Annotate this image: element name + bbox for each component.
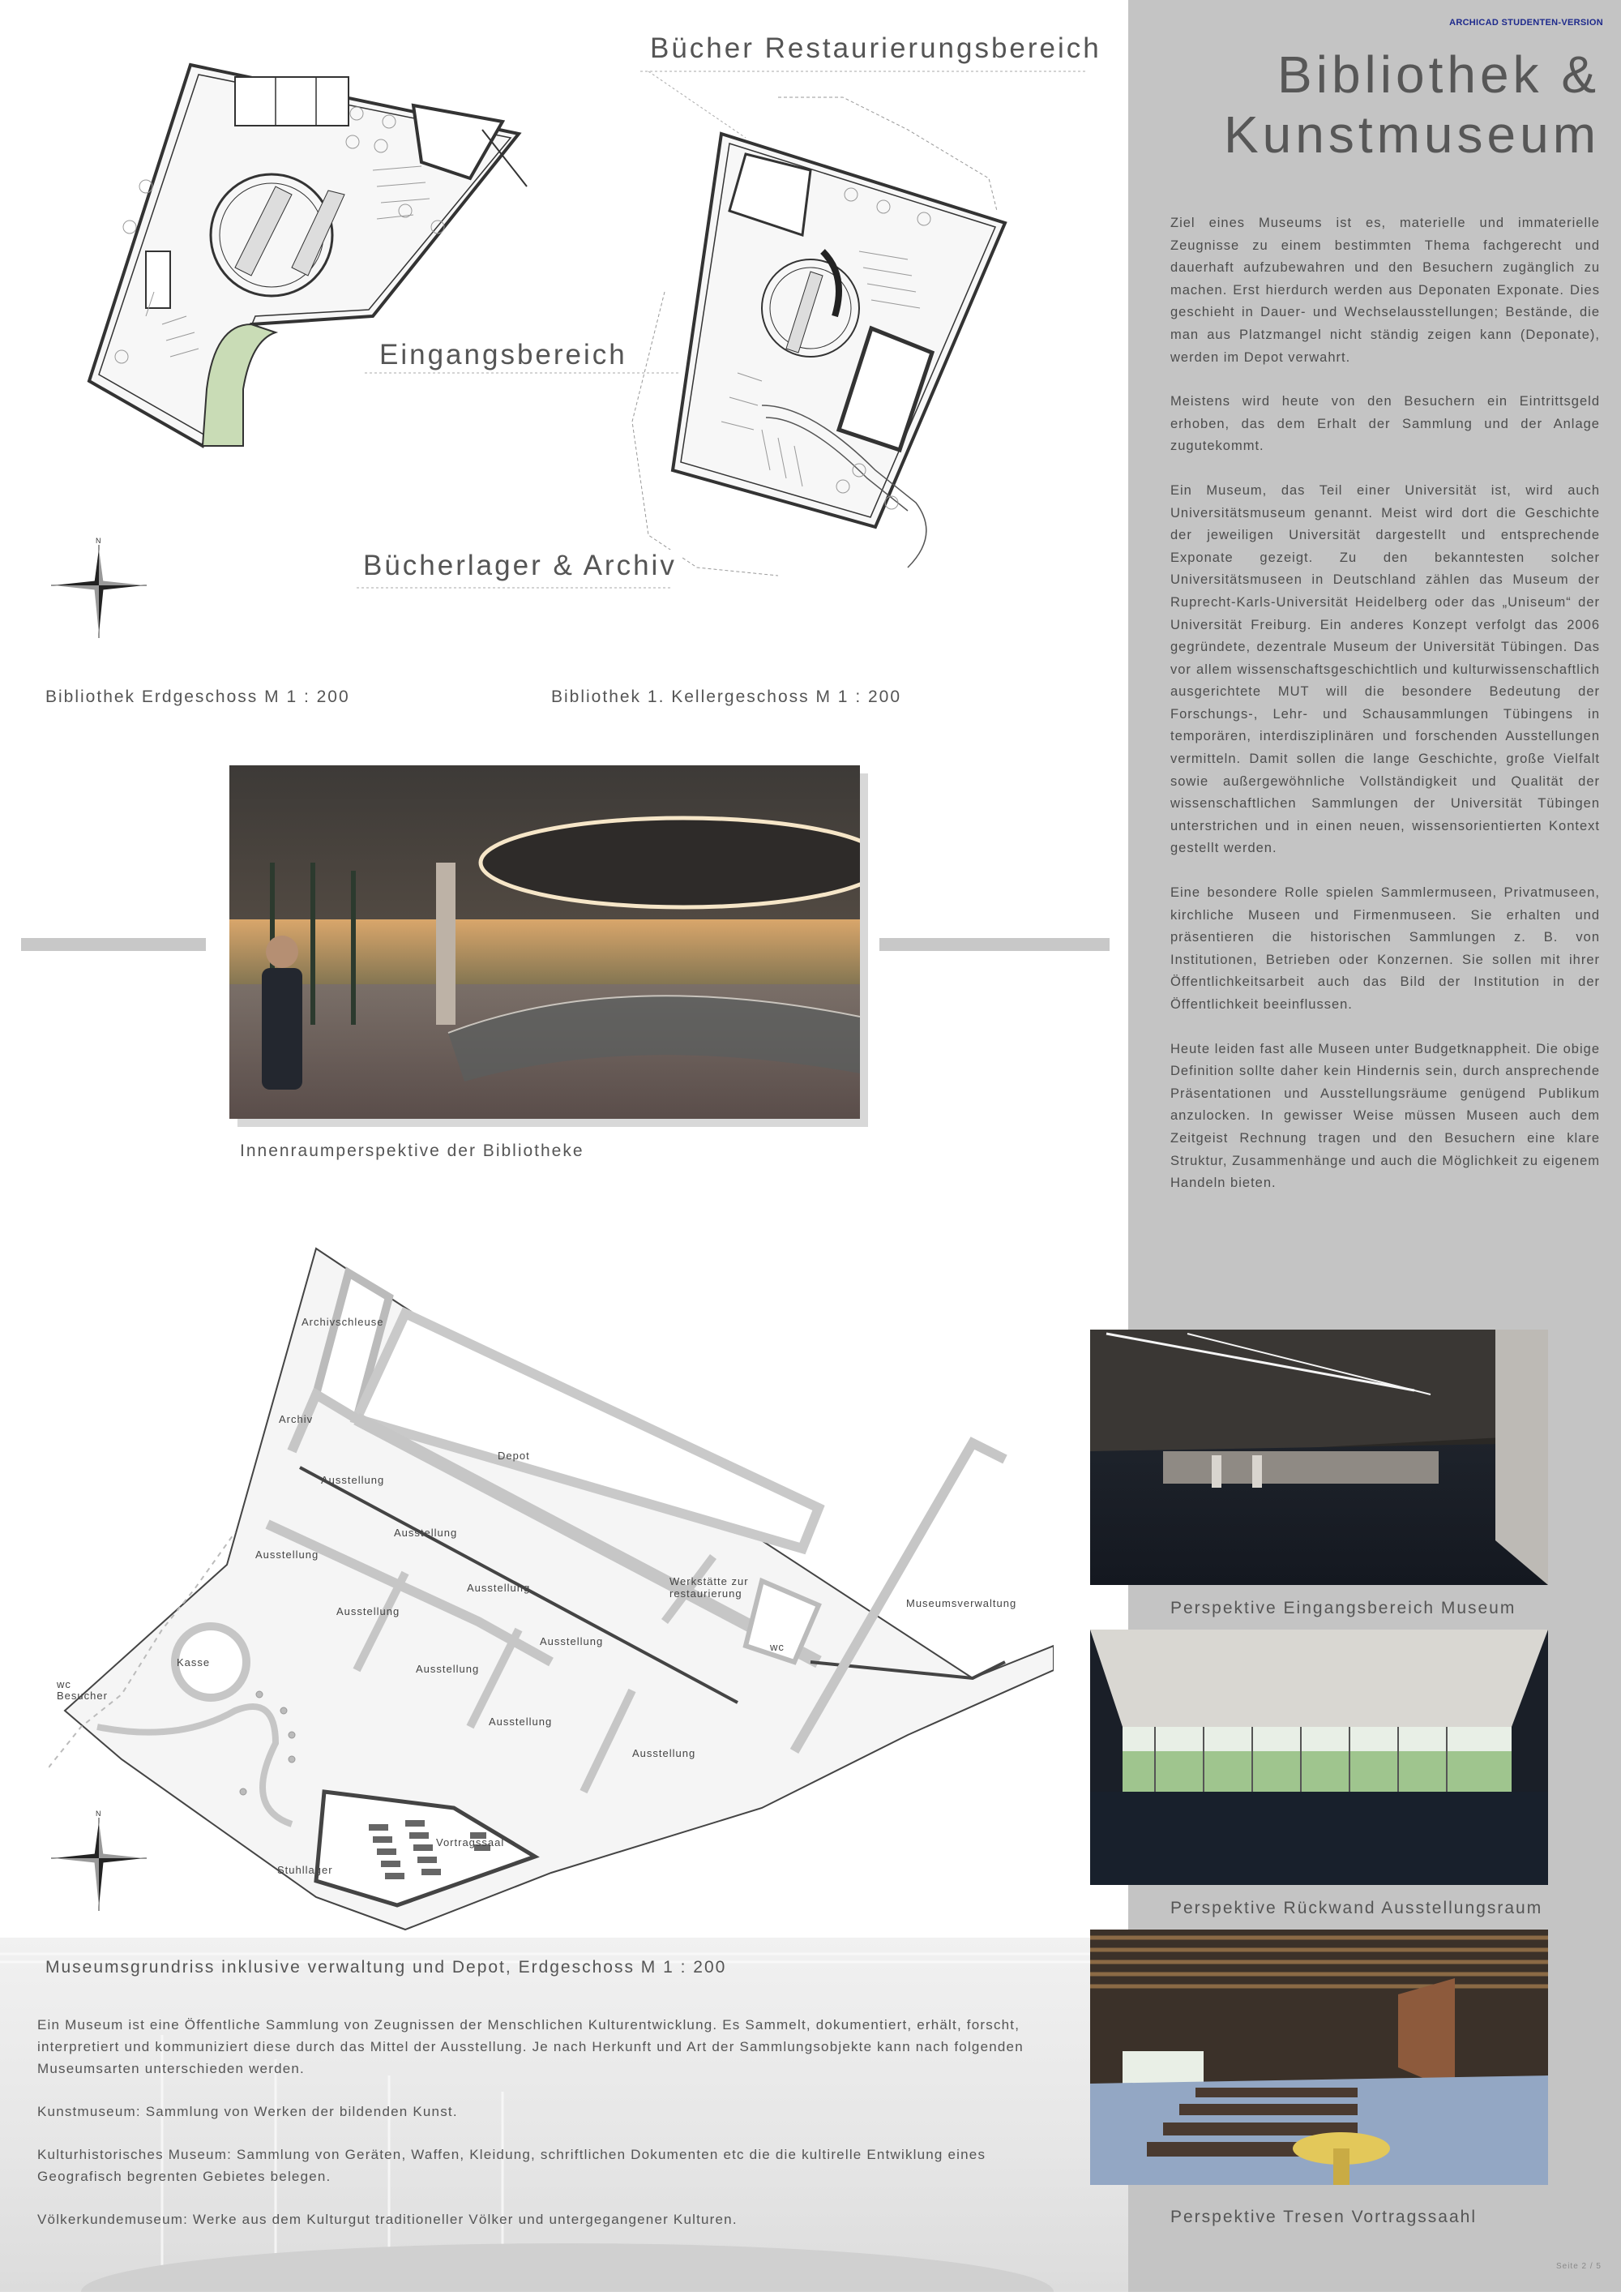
room-label: Ausstellung	[632, 1747, 696, 1759]
room-label: Ausstellung	[467, 1582, 531, 1594]
bottom-paragraph: Ein Museum ist eine Öffentliche Sammlung von Zeugnissen der Menschlichen Kulturentwicklung. Es Sammelt, dokumentiert, erhält, forscht, interpretiert und kommuniziert diese durch das Mittel der Ausstellung. Je nach Herkunft und Art der Sammlungsobjekte kann nach folgenden Museumsarten unterschieden werden.	[37, 2017, 1024, 2076]
room-label: Ausstellung	[394, 1527, 458, 1539]
render-eingangsbereich	[1090, 1330, 1548, 1585]
interior-render-image	[229, 765, 860, 1119]
room-label: Vortragssaal	[436, 1836, 505, 1848]
room-label: restaurierung	[669, 1587, 742, 1600]
room-label: Werkstätte zur	[669, 1575, 749, 1587]
museum-floor-plan	[49, 1240, 1054, 1954]
intro-paragraph: Ein Museum, das Teil einer Universität ist, wird auch Universitätsmuseum genannt. Meist wird dort die Geschichte der jeweiligen Universität dargestellt und entsprechende Exponate gezeigt. Zu den bekanntesten solcher Universitätsmuseen in Deutschland zählen das Museum der Ruprecht-Karls-Universität Heidelberg oder das „Uniseum“ der Universität Freiburg. Ein anderes Konzept verfolgt das 2006 gegründete, dezentrale Museum der Universität Tübingen. Das vor allem wissenschaftsgeschichtlich und kulturwissenschaftlich ausgerichtete MUT will die besondere Bedeutung der Forschungs-, Lehr- und Schausammlungen Tübingens in temporären, interdisziplinären und forschenden Ausstellungen vermitteln. Damit sollen die lange Geschichte, große Vielfalt sowie außergewöhnliche Vollständigkeit und Qualität der wissenschaftlichen Sammlungen der Universität Tübingen unterstrichen und in einen neuen, wissensorientierten Kontext gestellt werden.	[1170, 482, 1600, 856]
basement-floor-plan	[632, 97, 1005, 576]
label-restaurierungsbereich: Bücher Restaurierungsbereich	[645, 32, 1106, 65]
intro-paragraph: Heute leiden fast alle Museen unter Budgetknappheit. Die obige Definition sollte daher kein Hindernis sein, durch ansprechende Präsentationen und Ausstellungsräume genügend Publikum anzulocken. In gewisser Weise müssen Museen auch dem Zeitgeist Rechnung tragen und den Besuchern eine klare Struktur, Zusammenhänge und auch die Möglichkeit zu eigenem Handeln bieten.	[1170, 1041, 1600, 1191]
caption-erdgeschoss: Bibliothek Erdgeschoss M 1 : 200	[45, 688, 350, 706]
divider-bar-right	[879, 938, 1110, 951]
room-label: wc	[770, 1641, 785, 1653]
room-label: Ausstellung	[321, 1474, 385, 1486]
caption-kellergeschoss: Bibliothek 1. Kellergeschoss M 1 : 200	[551, 688, 902, 706]
intro-paragraph: Ziel eines Museums ist es, materielle und immaterielle Zeugnisse zu einem bestimmten Thema fachgerecht und dauerhaft aufzubewahren und den Besuchern zugänglich zu machen. Erst hierdurch werden aus Deponaten Exponate. Dies geschieht in Dauer- und Wechselausstellungen; Bestände, die man aus Platzmangel nicht ständig zeigen kann (Deponate), werden im Depot verwahrt.	[1170, 216, 1600, 365]
compass-icon	[47, 1810, 151, 1915]
label-buecherlager: Bücherlager & Archiv	[358, 550, 682, 582]
title-line-1: Bibliothek &	[1277, 45, 1600, 104]
compass-north-label: N	[96, 537, 101, 545]
bottom-paragraph: Kulturhistorisches Museum: Sammlung von Geräten, Waffen, Kleidung, schriftlichen Dokumenten etc die die kultirelle Entwiklung eines Geografisch begrenten Gebietes belegen.	[37, 2147, 986, 2184]
watermark: ARCHICAD STUDENTEN-VERSION	[1449, 18, 1603, 28]
room-label: Ausstellung	[255, 1549, 319, 1561]
title-line-2: Kunstmuseum	[1223, 105, 1600, 164]
room-label: Kasse	[177, 1656, 211, 1668]
museum-types-text	[37, 2014, 1042, 2251]
room-label: Stuhllager	[277, 1864, 333, 1876]
intro-paragraph: Eine besondere Rolle spielen Sammlermuseen, Privatmuseen, kirchliche Museen und Firmenmuseen. Sie erhalten und präsentieren die historischen Sammlungen z. B. von Institutionen, Betrieben oder Konzernen. Sie sollen mit ihrer Öffentlichkeitsarbeit auch das Bild der Institution in der Öffentlichkeit beeinflussen.	[1170, 885, 1600, 1012]
intro-paragraph: Meistens wird heute von den Besuchern ein Eintrittsgeld erhoben, das dem Erhalt der Sammlung und der Anlage zugutekommt.	[1170, 394, 1600, 454]
room-label: Besucher	[57, 1690, 108, 1702]
caption-perspektive-eingang: Perspektive Eingangsbereich Museum	[1170, 1599, 1516, 1617]
room-label: Archivschleuse	[302, 1316, 384, 1328]
divider-bar-left	[21, 938, 206, 951]
room-label: Ausstellung	[336, 1605, 400, 1617]
caption-innenraum: Innenraumperspektive der Bibliotheke	[240, 1142, 584, 1160]
bottom-paragraph: Kunstmuseum: Sammlung von Werken der bildenden Kunst.	[37, 2104, 458, 2119]
page-title	[1146, 45, 1600, 165]
caption-museum-plan: Museumsgrundriss inklusive verwaltung und Depot, Erdgeschoss M 1 : 200	[45, 1958, 727, 1977]
page-number: Seite 2 / 5	[1555, 2262, 1602, 2271]
caption-perspektive-rueckwand: Perspektive Rückwand Ausstellungsraum	[1170, 1899, 1543, 1917]
bottom-paragraph: Völkerkundemuseum: Werke aus dem Kulturgut traditioneller Völker und untergegangener Kulturen.	[37, 2212, 738, 2227]
room-label: Museumsverwaltung	[906, 1597, 1017, 1609]
label-eingangsbereich: Eingangsbereich	[374, 339, 632, 371]
render-vortragssaal	[1090, 1930, 1548, 2185]
compass-icon	[47, 537, 151, 642]
compass-north-label: N	[96, 1810, 101, 1818]
render-rueckwand	[1090, 1630, 1548, 1885]
room-label: Depot	[498, 1450, 530, 1462]
caption-perspektive-vortragssaal: Perspektive Tresen Vortragssaahl	[1170, 2208, 1477, 2226]
room-label: Archiv	[279, 1413, 314, 1425]
room-label: Ausstellung	[416, 1663, 480, 1675]
room-label: Ausstellung	[540, 1635, 604, 1647]
room-label: Ausstellung	[489, 1716, 553, 1728]
intro-text	[1170, 212, 1600, 1217]
room-label: wc	[57, 1678, 71, 1690]
ground-floor-plan	[89, 65, 527, 446]
